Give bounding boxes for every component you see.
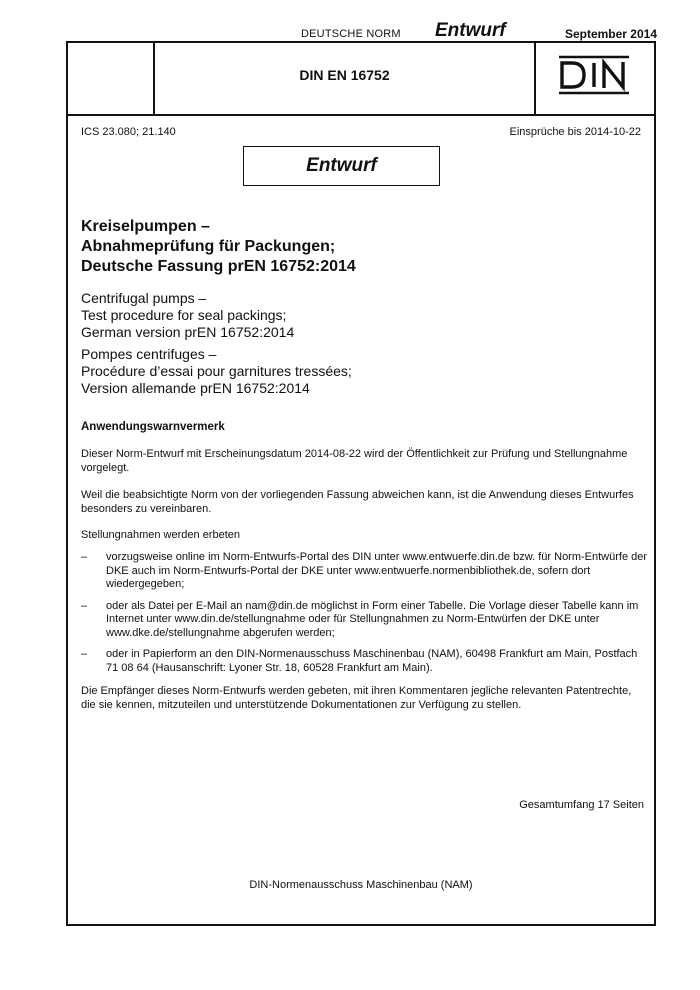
title-french-line: Version allemande prEN 16752:2014 bbox=[81, 380, 310, 396]
list-dash: – bbox=[81, 599, 88, 612]
ics-codes: ICS 23.080; 21.140 bbox=[81, 126, 176, 138]
title-english-line: Test procedure for seal packings; bbox=[81, 307, 287, 323]
din-logo bbox=[559, 55, 629, 95]
list-dash: – bbox=[81, 648, 88, 660]
list-item bbox=[81, 551, 651, 592]
publication-date: September 2014 bbox=[564, 27, 657, 41]
committee-name: DIN-Normenausschuss Maschinenbau (NAM) bbox=[249, 879, 473, 891]
title-german-line: Abnahmeprüfung für Packungen; bbox=[81, 238, 336, 255]
title-german bbox=[81, 217, 356, 277]
comment-deadline: Einsprüche bis 2014-10-22 bbox=[509, 126, 641, 138]
title-french-line: Pompes centrifuges – bbox=[81, 346, 217, 362]
header-left-cell bbox=[68, 43, 155, 114]
title-french bbox=[81, 346, 352, 397]
total-pages: Gesamtumfang 17 Seiten bbox=[519, 799, 644, 811]
document-number: DIN EN 16752 bbox=[299, 67, 390, 83]
list-item bbox=[81, 648, 651, 675]
warning-paragraph: Dieser Norm-Entwurf mit Erscheinungsdatum 2014-08-22 wird der Öffentlichkeit zur Prüfung und Stellungnahme vorgelegt. bbox=[81, 448, 628, 474]
list-item bbox=[81, 600, 651, 641]
header-row bbox=[68, 43, 654, 116]
title-english-line: Centrifugal pumps – bbox=[81, 290, 207, 306]
title-english-line: German version prEN 16752:2014 bbox=[81, 324, 295, 340]
title-english bbox=[81, 290, 294, 341]
title-german-line: Kreiselpumpen – bbox=[81, 218, 210, 235]
list-item-text: oder als Datei per E-Mail an nam@din.de möglichst in Form einer Tabelle. Die Vorlage dieser Tabelle kann im Internet unter www.din.de/stellungnahme oder für Stellungnahmen zu Norm-Entwürfen der DKE unter www.dke.de/stellungnahme abgerufen werden; bbox=[106, 599, 639, 639]
draft-status: Entwurf bbox=[435, 20, 506, 41]
patent-notice: Die Empfänger dieses Norm-Entwurfs werden gebeten, mit ihren Kommentaren jegliche relevanten Patentrechte, die sie kennen, mitzuteilen und unterstützende Dokumentationen zur Verfügung zu stellen. bbox=[81, 685, 632, 711]
list-item-text: oder in Papierform an den DIN-Normenausschuss Maschinenbau (NAM), 60498 Frankfurt am Main, Postfach 71 08 64 (Hausanschrift: Lyoner Str. 18, 60528 Frankfurt am Main). bbox=[106, 648, 638, 674]
warning-heading: Anwendungswarnvermerk bbox=[81, 421, 225, 433]
standard-type: DEUTSCHE NORM bbox=[301, 28, 401, 40]
header-logo-cell bbox=[534, 43, 654, 114]
comment-options-list bbox=[81, 551, 651, 683]
warning-paragraph: Weil die beabsichtigte Norm von der vorliegenden Fassung abweichen kann, ist die Anwendung dieses Entwurfes besonders zu vereinbaren. bbox=[81, 489, 634, 515]
draft-stamp: Entwurf bbox=[243, 146, 440, 186]
title-french-line: Procédure d’essai pour garnitures tressées; bbox=[81, 363, 352, 379]
warning-paragraph: Stellungnahmen werden erbeten bbox=[81, 529, 241, 541]
document-frame bbox=[66, 41, 656, 926]
list-item-text: vorzugsweise online im Norm-Entwurfs-Portal des DIN unter www.entwuerfe.din.de bzw. für Norm-Entwürfe der DKE auch im Norm-Entwurfs-Portal der DKE unter www.entwuerfe.normenbibliothek.de, sofern dort wiedergegeben; bbox=[106, 551, 648, 590]
title-german-line: Deutsche Fassung prEN 16752:2014 bbox=[81, 258, 356, 275]
list-dash: – bbox=[81, 551, 88, 563]
